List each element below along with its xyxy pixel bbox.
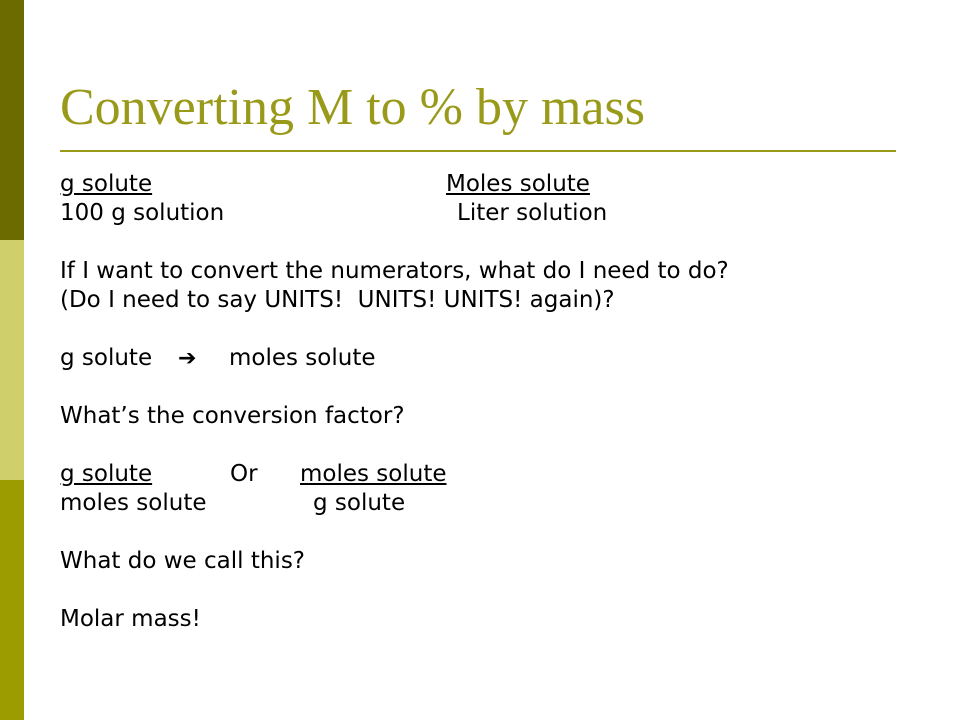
arrow-right-icon: ➔ bbox=[178, 346, 197, 371]
frac2-denominator-right: g solute bbox=[313, 490, 406, 516]
question-what-call: What do we call this? bbox=[60, 548, 306, 574]
conversion-from: g solute bbox=[60, 345, 153, 371]
frac1-numerator-left: g solute bbox=[60, 171, 153, 197]
frac1-numerator-right: Moles solute bbox=[446, 171, 590, 197]
title-divider bbox=[60, 150, 896, 152]
frac2-or-label: Or bbox=[230, 461, 258, 487]
answer-molar-mass: Molar mass! bbox=[60, 606, 201, 632]
sidebar-stripe-middle bbox=[0, 240, 24, 480]
frac2-numerator-left: g solute bbox=[60, 461, 153, 487]
frac1-denominator-right: Liter solution bbox=[457, 200, 608, 226]
sidebar-stripe-bottom bbox=[0, 480, 24, 720]
conversion-to: moles solute bbox=[229, 345, 376, 371]
question-conversion-factor: What’s the conversion factor? bbox=[60, 403, 405, 429]
question-units: (Do I need to say UNITS! UNITS! UNITS! again)? bbox=[60, 287, 615, 313]
frac2-numerator-right: moles solute bbox=[300, 461, 447, 487]
frac1-denominator-left: 100 g solution bbox=[60, 200, 225, 226]
sidebar-stripe-top bbox=[0, 0, 24, 240]
question-convert-numerators: If I want to convert the numerators, what do I need to do? bbox=[60, 258, 729, 284]
slide-title: Converting M to % by mass bbox=[60, 79, 645, 136]
frac2-denominator-left: moles solute bbox=[60, 490, 207, 516]
